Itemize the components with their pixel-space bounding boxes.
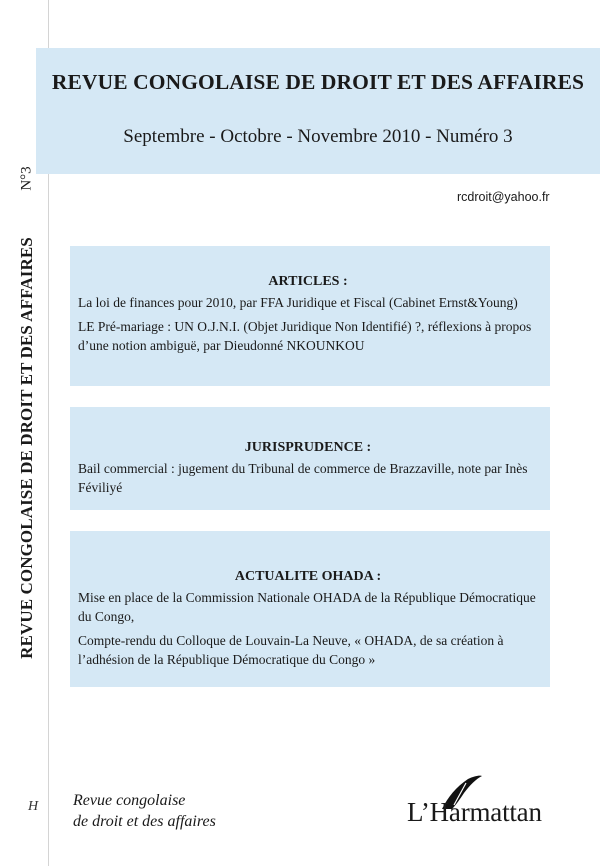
journal-title: REVUE CONGOLAISE DE DROIT ET DES AFFAIRES xyxy=(51,70,585,94)
issue-line: Septembre - Octobre - Novembre 2010 - Numéro 3 xyxy=(123,126,513,147)
contact-email: rcdroit@yahoo.fr xyxy=(457,190,550,204)
publisher-name: L’Harmattan xyxy=(407,797,542,827)
jurisprudence-heading: JURISPRUDENCE : xyxy=(244,440,372,455)
ohada-entry: Mise en place de la Commission Nationale OHADA de la République Démocratique du Congo, xyxy=(78,590,536,624)
ohada-heading: ACTUALITE OHADA : xyxy=(234,569,382,584)
ohada-section xyxy=(70,531,550,687)
publisher-mark: H xyxy=(28,799,39,814)
spine-issue-number: N°3 xyxy=(18,165,35,191)
article-entry: LE Pré-mariage : UN O.J.N.I. (Objet Juridique Non Identifié) ?, réflexions à propos d’une notion ambiguë, par Dieudonné NKOUNKOU xyxy=(78,319,532,353)
collection-name: Revue congolaise de droit et des affaires xyxy=(73,792,216,830)
ohada-entry: Compte-rendu du Colloque de Louvain-La Neuve, « OHADA, de sa création à l’adhésion de la République Démocratique du Congo » xyxy=(78,633,504,667)
title-panel xyxy=(36,48,600,174)
spine-title: REVUE CONGOLAISE DE DROIT ET DES AFFAIRES xyxy=(17,236,36,659)
articles-section xyxy=(70,246,550,386)
publisher-logo xyxy=(405,775,565,835)
articles-heading: ARTICLES : xyxy=(268,274,348,289)
article-entry: La loi de finances pour 2010, par FFA Juridique et Fiscal (Cabinet Ernst&Young) xyxy=(78,295,518,310)
jurisprudence-section xyxy=(70,407,550,510)
jurisprudence-entry: Bail commercial : jugement du Tribunal de commerce de Brazzaville, note par Inès Féviliyé xyxy=(78,461,528,495)
